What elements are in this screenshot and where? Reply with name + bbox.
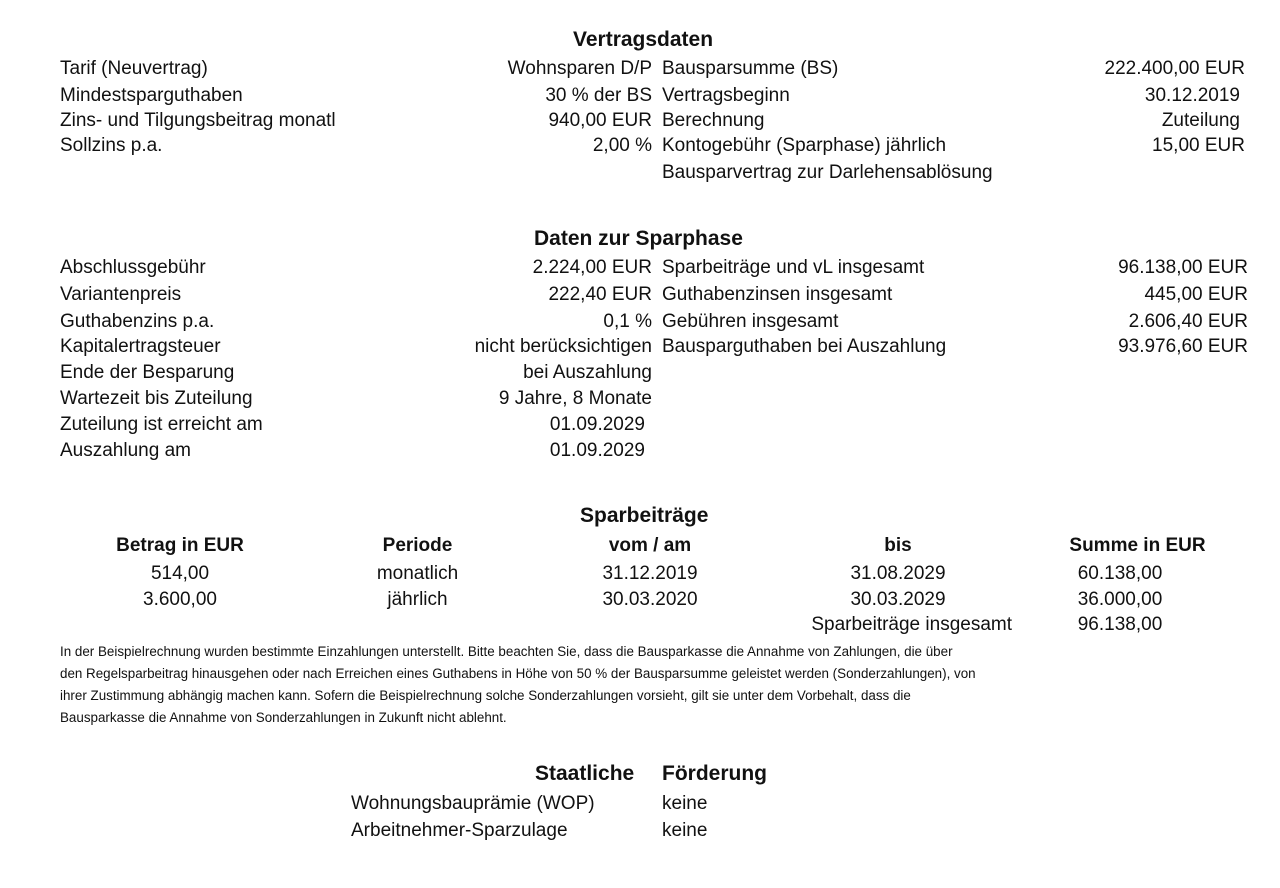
- sparphase-left-value: 01.09.2029: [549, 440, 645, 461]
- vertrag-right-label: Kontogebühr (Sparphase) jährlich: [662, 135, 947, 156]
- sparphase-left-value: 9 Jahre, 8 Monate: [498, 388, 652, 409]
- vertrag-extra-note: Bausparvertrag zur Darlehensablösung: [662, 162, 993, 183]
- foerderung-label: Wohnungsbauprämie (WOP): [351, 793, 595, 814]
- sparphase-left-label: Zuteilung ist erreicht am: [60, 414, 263, 435]
- sparphase-right-value: 93.976,60 EUR: [1118, 336, 1248, 357]
- vertrag-right-label: Vertragsbeginn: [662, 85, 790, 106]
- sparphase-left-label: Auszahlung am: [60, 440, 191, 461]
- disclaimer-line: In der Beispielrechnung wurden bestimmte Einzahlungen unterstellt. Bitte beachten Sie, dass die Bausparkasse die Annahme von Zahlungen, die über: [60, 644, 953, 659]
- sparphase-left-value: 2.224,00 EUR: [532, 257, 652, 278]
- sparphase-left-label: Abschlussgebühr: [60, 257, 206, 278]
- sparphase-left-value: 222,40 EUR: [548, 284, 652, 305]
- section-title-foerderung-b: Förderung: [662, 762, 767, 785]
- vertrag-right-value: 222.400,00 EUR: [1104, 58, 1245, 79]
- table-cell: 30.03.2029: [850, 589, 946, 610]
- section-title-foerderung-a: Staatliche: [535, 762, 635, 785]
- sparphase-right-value: 445,00 EUR: [1144, 284, 1248, 305]
- sparphase-left-label: Ende der Besparung: [60, 362, 235, 383]
- disclaimer-line: ihrer Zustimmung abhängig machen kann. Sofern die Beispielrechnung solche Sonderzahlungen vorsieht, gilt sie unter dem Vorbehalt, dass die: [60, 688, 911, 703]
- sparphase-right-label: Bausparguthaben bei Auszahlung: [662, 336, 947, 357]
- sparphase-right-label: Gebühren insgesamt: [662, 311, 839, 332]
- disclaimer-note: [60, 641, 1230, 729]
- table-header: Betrag in EUR: [116, 535, 244, 556]
- table-header: Summe in EUR: [1069, 535, 1206, 556]
- vertrag-left-value: Wohnsparen D/P: [507, 58, 652, 79]
- sparphase-left-value: bei Auszahlung: [523, 362, 652, 383]
- vertrag-right-value: 30.12.2019: [1144, 85, 1240, 106]
- disclaimer-line: den Regelsparbeitrag hinausgehen oder nach Erreichen eines Guthabens in Höhe von 50 % der Bausparsumme geleistet werden (Sonderzahlungen), von: [60, 666, 976, 681]
- vertrag-right-label: Bausparsumme (BS): [662, 58, 839, 79]
- sparphase-left-value: nicht berücksichtigen: [474, 336, 652, 357]
- vertrag-right-value: Zuteilung: [1161, 110, 1240, 131]
- table-header: vom / am: [608, 535, 692, 556]
- table-cell: 31.12.2019: [602, 563, 698, 584]
- table-header: Periode: [382, 535, 453, 556]
- vertrag-left-label: Tarif (Neuvertrag): [60, 58, 208, 79]
- table-cell: monatlich: [376, 563, 459, 584]
- sparphase-left-label: Kapitalertragsteuer: [60, 336, 221, 357]
- table-cell: 36.000,00: [1077, 589, 1163, 610]
- vertrag-right-label: Berechnung: [662, 110, 765, 131]
- vertrag-left-label: Mindestsparguthaben: [60, 85, 243, 106]
- sparphase-left-label: Wartezeit bis Zuteilung: [60, 388, 253, 409]
- table-header: bis: [884, 535, 912, 556]
- table-total-value: 96.138,00: [1077, 614, 1163, 635]
- table-cell: 3.600,00: [143, 589, 217, 610]
- vertrag-right-value: 15,00 EUR: [1152, 135, 1245, 156]
- disclaimer-line: Bausparkasse die Annahme von Sonderzahlungen in Zukunft nicht ablehnt.: [60, 710, 507, 725]
- table-cell: 514,00: [150, 563, 210, 584]
- section-title-vertragsdaten: Vertragsdaten: [573, 28, 714, 51]
- sparphase-right-value: 2.606,40 EUR: [1128, 311, 1248, 332]
- vertrag-left-value: 940,00 EUR: [548, 110, 652, 131]
- section-title-sparbeitraege: Sparbeiträge: [580, 504, 709, 527]
- sparphase-left-label: Variantenpreis: [60, 284, 182, 305]
- section-title-sparphase: Daten zur Sparphase: [534, 227, 743, 250]
- vertrag-left-value: 30 % der BS: [545, 85, 652, 106]
- table-cell: 31.08.2029: [850, 563, 946, 584]
- vertrag-left-value: 2,00 %: [592, 135, 652, 156]
- vertrag-left-label: Zins- und Tilgungsbeitrag monatl: [60, 110, 336, 131]
- table-cell: 30.03.2020: [602, 589, 698, 610]
- sparphase-right-value: 96.138,00 EUR: [1118, 257, 1248, 278]
- vertrag-left-label: Sollzins p.a.: [60, 135, 163, 156]
- foerderung-value: keine: [662, 793, 708, 814]
- sparphase-left-label: Guthabenzins p.a.: [60, 311, 215, 332]
- sparphase-left-value: 0,1 %: [603, 311, 652, 332]
- table-cell: 60.138,00: [1077, 563, 1163, 584]
- foerderung-value: keine: [662, 820, 708, 841]
- foerderung-label: Arbeitnehmer-Sparzulage: [351, 820, 568, 841]
- table-total-label: Sparbeiträge insgesamt: [811, 614, 1012, 635]
- table-cell: jährlich: [387, 589, 448, 610]
- sparphase-right-label: Sparbeiträge und vL insgesamt: [662, 257, 925, 278]
- sparphase-right-label: Guthabenzinsen insgesamt: [662, 284, 893, 305]
- sparphase-left-value: 01.09.2029: [549, 414, 645, 435]
